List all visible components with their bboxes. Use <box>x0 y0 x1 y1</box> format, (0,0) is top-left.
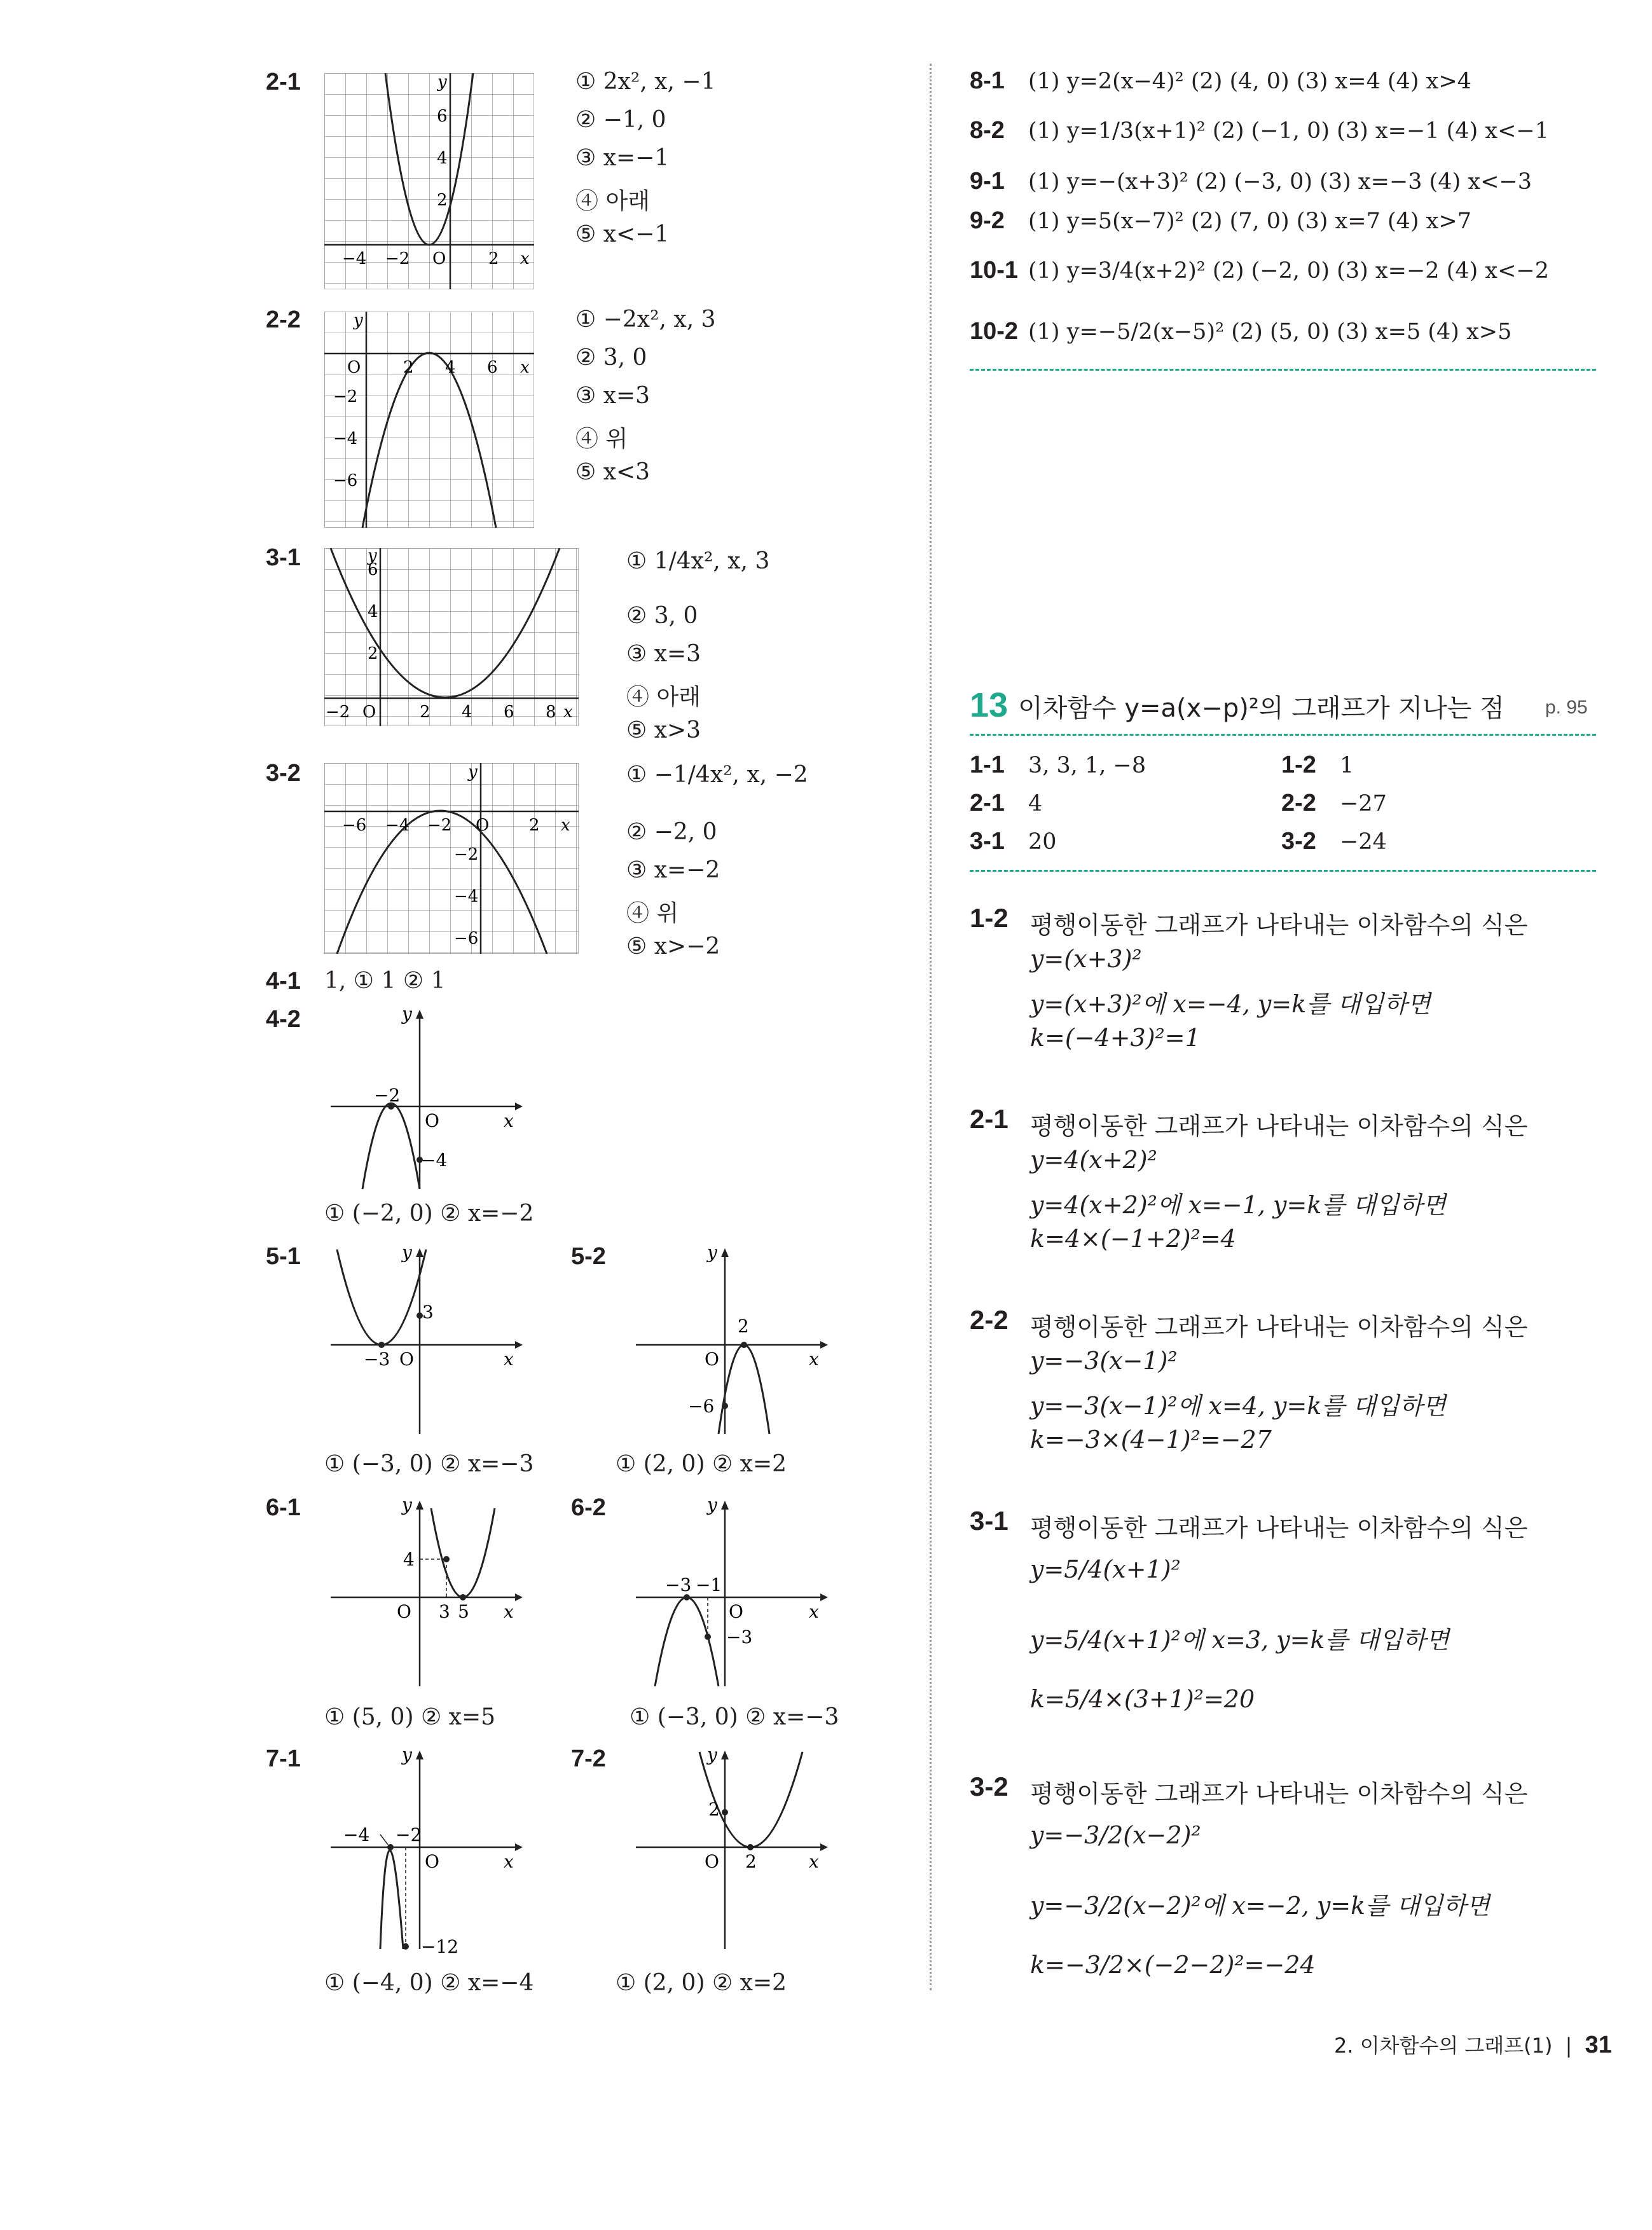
x-axis-label: x <box>504 1851 514 1872</box>
column-divider <box>930 64 932 1990</box>
y-axis-label: y <box>402 1745 412 1765</box>
graph-6-2 <box>630 1496 839 1693</box>
tick-label: 3 <box>422 1302 434 1323</box>
tick-label: −4 <box>342 249 367 268</box>
tick-label: 6 <box>487 358 498 377</box>
x-axis-label: x <box>809 1601 819 1622</box>
problem-label: 8-1 <box>970 67 1005 94</box>
table-cell: 1 <box>1340 753 1354 778</box>
problem-label: 10-1 <box>970 257 1019 284</box>
answer-item: ⑤ x<3 <box>575 459 650 485</box>
tick-label: −2 <box>396 1824 422 1845</box>
answer-row <box>970 257 1549 284</box>
x-axis-label: x <box>561 816 570 835</box>
solution-line: y=4(x+2)² <box>1030 1146 1157 1174</box>
solution-line: y=(x+3)² <box>1030 945 1142 973</box>
page-footer: 2. 이차함수의 그래프(1) | 31 <box>1334 2032 1612 2058</box>
y-axis-label: y <box>707 1243 717 1263</box>
tick-label: −4 <box>421 1150 448 1171</box>
answer-item: ④ 아래 <box>626 684 701 710</box>
x-axis-label: x <box>520 249 530 268</box>
tick-label: −2 <box>374 1085 401 1106</box>
origin-label: O <box>432 249 446 268</box>
origin-label: O <box>425 1851 439 1872</box>
answer-item: ③ x=−1 <box>575 145 670 171</box>
answer-item: ④ 위 <box>626 900 679 926</box>
solution-intro: 평행이동한 그래프가 나타내는 이차함수의 식은 <box>1030 911 1528 939</box>
tick-label: −4 <box>385 816 410 835</box>
tick-label: 2 <box>403 358 414 377</box>
tick-label: −4 <box>343 1824 370 1845</box>
table-cell: 20 <box>1028 829 1057 855</box>
y-axis-label: y <box>707 1745 717 1765</box>
tick-label: −2 <box>427 816 452 835</box>
solution-line: k=−3/2×(−2−2)²=−24 <box>1030 1951 1316 1979</box>
table-row <box>970 752 1146 779</box>
problem-label: 3-2 <box>266 760 301 787</box>
x-axis-label: x <box>520 358 530 377</box>
answer-item: ① 2x², x, −1 <box>575 69 716 95</box>
tick-label: −2 <box>454 845 479 864</box>
section-divider <box>970 369 1596 371</box>
tick-label: 4 <box>437 149 448 168</box>
origin-label: O <box>347 358 361 377</box>
solution-line: k=(−4+3)²=1 <box>1030 1024 1201 1052</box>
graph-5-1 <box>324 1243 534 1440</box>
solution-label: 2-1 <box>970 1104 1008 1134</box>
answer-item: ③ x=−2 <box>626 857 720 883</box>
tick-label: 2 <box>745 1851 757 1872</box>
origin-label: O <box>705 1349 719 1370</box>
origin-label: O <box>476 816 490 835</box>
solution-line: k=5/4×(3+1)²=20 <box>1030 1685 1255 1713</box>
answer-item: ④ 아래 <box>575 188 650 214</box>
answer-item: ⑤ x>−2 <box>626 933 720 960</box>
origin-label: O <box>397 1601 411 1622</box>
problem-label: 3-1 <box>970 828 1005 855</box>
answer-row <box>970 67 1471 95</box>
x-axis-label: x <box>809 1851 819 1872</box>
y-axis-label: y <box>468 763 478 781</box>
tick-label: 4 <box>403 1549 415 1570</box>
graph-caption: ① (2, 0) ② x=2 <box>616 1451 787 1477</box>
x-axis-label: x <box>504 1110 514 1131</box>
y-axis-label: y <box>402 1005 412 1024</box>
tick-label: −6 <box>333 471 358 490</box>
answer-text: (1) y=1/3(x+1)² (2) (−1, 0) (3) x=−1 (4) x<−1 <box>1028 118 1550 144</box>
graph-caption: ① (5, 0) ② x=5 <box>324 1704 496 1730</box>
tick-label: 2 <box>420 703 430 722</box>
solution-line: y=(x+3)²에 x=−4, y=k를 대입하면 <box>1030 990 1431 1018</box>
tick-label: 2 <box>529 816 540 835</box>
origin-label: O <box>729 1601 743 1622</box>
problem-label: 6-2 <box>571 1494 606 1521</box>
table-row <box>1281 752 1354 779</box>
answer-item: ② −2, 0 <box>626 819 717 845</box>
chapter-title: 2. 이차함수의 그래프(1) <box>1334 2034 1553 2058</box>
answer-item: ② 3, 0 <box>626 603 698 629</box>
solution-line: y=4(x+2)²에 x=−1, y=k를 대입하면 <box>1030 1191 1447 1219</box>
origin-label: O <box>399 1349 414 1370</box>
x-axis-label: x <box>563 703 573 722</box>
tick-label: 6 <box>437 107 448 126</box>
graph-caption: ① (−2, 0) ② x=−2 <box>324 1201 534 1227</box>
table-cell: −24 <box>1340 829 1387 855</box>
origin-label: O <box>705 1851 719 1872</box>
section-number: 13 <box>970 686 1008 724</box>
graph-2-1 <box>324 73 534 289</box>
x-axis-label: x <box>504 1601 514 1622</box>
solution-line: y=5/4(x+1)² <box>1030 1555 1181 1583</box>
tick-label: −6 <box>454 929 479 948</box>
solution-intro: 평행이동한 그래프가 나타내는 이차함수의 식은 <box>1030 1780 1528 1808</box>
problem-label: 7-1 <box>266 1745 301 1772</box>
graph-2-2 <box>324 312 534 528</box>
solution-line: k=4×(−1+2)²=4 <box>1030 1225 1236 1253</box>
table-cell: −27 <box>1340 791 1387 816</box>
graph-7-2 <box>630 1745 839 1955</box>
graph-7-1 <box>324 1745 534 1955</box>
tick-label: −3 <box>364 1349 390 1370</box>
page-reference: p. 95 <box>1545 697 1588 718</box>
solution-line: y=−3/2(x−2)² <box>1030 1821 1201 1849</box>
page-number: 31 <box>1585 2032 1612 2058</box>
problem-label: 2-1 <box>266 69 301 95</box>
tick-label: 4 <box>445 358 456 377</box>
tick-label: −4 <box>454 887 479 906</box>
solution-line: y=−3/2(x−2)²에 x=−2, y=k를 대입하면 <box>1030 1892 1490 1920</box>
problem-label: 2-2 <box>1281 790 1316 816</box>
graph-caption: ① (−3, 0) ② x=−3 <box>324 1451 534 1477</box>
table-row <box>970 790 1042 817</box>
graph-5-2 <box>630 1243 839 1440</box>
answer-row <box>970 117 1549 144</box>
graph-3-2 <box>324 763 579 954</box>
tick-label: 2 <box>437 191 448 210</box>
x-axis-label: x <box>809 1349 819 1370</box>
y-axis-label: y <box>368 548 377 565</box>
answer-item: ① 1/4x², x, 3 <box>626 548 770 574</box>
solution-label: 2-2 <box>970 1305 1008 1335</box>
solution-line: k=−3×(4−1)²=−27 <box>1030 1426 1272 1454</box>
answer-row <box>970 207 1471 235</box>
section-divider <box>970 870 1596 872</box>
problem-label: 3-2 <box>1281 828 1316 855</box>
graph-3-1 <box>324 548 579 726</box>
solution-intro: 평행이동한 그래프가 나타내는 이차함수의 식은 <box>1030 1514 1528 1542</box>
tick-label: −4 <box>333 429 358 448</box>
problem-label: 6-1 <box>266 1494 301 1521</box>
problem-label: 4-1 <box>266 968 301 995</box>
graph-caption: ① (−3, 0) ② x=−3 <box>630 1704 839 1730</box>
tick-label: 3 <box>439 1601 450 1622</box>
solution-intro: 평행이동한 그래프가 나타내는 이차함수의 식은 <box>1030 1112 1528 1140</box>
tick-label: 4 <box>368 602 378 621</box>
problem-label: 9-1 <box>970 168 1005 195</box>
tick-label: 4 <box>462 703 472 722</box>
table-cell: 4 <box>1028 791 1043 816</box>
table-cell: 3, 3, 1, −8 <box>1028 753 1146 778</box>
tick-label: −3 <box>665 1574 692 1595</box>
tick-label: −2 <box>326 703 350 722</box>
tick-label: 2 <box>708 1799 720 1820</box>
problem-label: 4-2 <box>266 1006 301 1033</box>
graph-caption: ① (2, 0) ② x=2 <box>616 1970 787 1996</box>
tick-label: −6 <box>688 1396 715 1417</box>
tick-label: 2 <box>488 249 499 268</box>
origin-label: O <box>425 1110 439 1131</box>
answer-row <box>970 168 1532 195</box>
answer-item: ② 3, 0 <box>575 345 647 371</box>
tick-label: −2 <box>385 249 410 268</box>
origin-label: O <box>362 703 376 722</box>
tick-label: −6 <box>342 816 367 835</box>
tick-label: 2 <box>738 1316 749 1337</box>
problem-label: 7-2 <box>571 1745 606 1772</box>
answer-row <box>970 318 1511 345</box>
table-row <box>1281 828 1387 855</box>
answer-item: ③ x=3 <box>626 641 701 667</box>
problem-label: 1-2 <box>1281 752 1316 778</box>
section-title: 이차함수 y=a(x−p)²의 그래프가 지나는 점 <box>1018 694 1504 723</box>
problem-label: 9-2 <box>970 207 1005 234</box>
problem-label: 5-1 <box>266 1243 301 1270</box>
graph-6-1 <box>324 1496 534 1693</box>
problem-label: 2-2 <box>266 306 301 333</box>
tick-label: −2 <box>333 387 358 406</box>
section-divider <box>970 734 1596 736</box>
problem-label: 3-1 <box>266 544 301 571</box>
answer-item: ② −1, 0 <box>575 107 666 133</box>
tick-label: 2 <box>368 644 378 663</box>
graph-4-2 <box>324 1005 534 1195</box>
table-row <box>970 828 1057 855</box>
tick-label: −12 <box>421 1936 459 1955</box>
answer-item: ① −1/4x², x, −2 <box>626 762 808 788</box>
answer-text: (1) y=−5/2(x−5)² (2) (5, 0) (3) x=5 (4) x>5 <box>1028 319 1512 345</box>
tick-label: −1 <box>696 1574 722 1595</box>
tick-label: 6 <box>504 703 514 722</box>
y-axis-label: y <box>402 1496 412 1515</box>
solution-line: y=−3(x−1)² <box>1030 1347 1178 1375</box>
answer-item: ⑤ x>3 <box>626 717 701 743</box>
tick-label: −3 <box>726 1627 753 1648</box>
problem-label: 5-2 <box>571 1243 606 1270</box>
answer-text: (1) y=2(x−4)² (2) (4, 0) (3) x=4 (4) x>4 <box>1028 69 1471 94</box>
solution-line: y=5/4(x+1)²에 x=3, y=k를 대입하면 <box>1030 1626 1450 1654</box>
answer-item: ① −2x², x, 3 <box>575 306 716 333</box>
tick-label: 6 <box>368 560 378 579</box>
tick-label: 8 <box>546 703 556 722</box>
answer-item: ⑤ x<−1 <box>575 221 670 247</box>
solution-label: 1-2 <box>970 903 1008 933</box>
graph-caption: ① (−4, 0) ② x=−4 <box>324 1970 534 1996</box>
solution-intro: 평행이동한 그래프가 나타내는 이차함수의 식은 <box>1030 1313 1528 1341</box>
solution-line: y=−3(x−1)²에 x=4, y=k를 대입하면 <box>1030 1392 1447 1420</box>
answer-item: ③ x=3 <box>575 383 650 409</box>
answer-item: ④ 위 <box>575 426 628 452</box>
x-axis-label: x <box>504 1349 514 1370</box>
answer-text: (1) y=−(x+3)² (2) (−3, 0) (3) x=−3 (4) x<−3 <box>1028 169 1532 195</box>
tick-label: 5 <box>458 1601 469 1622</box>
answer-text: (1) y=3/4(x+2)² (2) (−2, 0) (3) x=−2 (4) x<−2 <box>1028 258 1550 284</box>
y-axis-label: y <box>354 312 363 330</box>
problem-label: 8-2 <box>970 117 1005 144</box>
y-axis-label: y <box>707 1496 717 1515</box>
y-axis-label: y <box>437 73 447 92</box>
answer-text: 1, ① 1 ② 1 <box>324 968 446 994</box>
problem-label: 2-1 <box>970 790 1005 816</box>
solution-label: 3-1 <box>970 1506 1008 1536</box>
solution-label: 3-2 <box>970 1772 1008 1801</box>
problem-label: 1-1 <box>970 752 1005 778</box>
y-axis-label: y <box>402 1243 412 1263</box>
problem-label: 10-2 <box>970 318 1019 345</box>
table-row <box>1281 790 1387 817</box>
answer-text: (1) y=5(x−7)² (2) (7, 0) (3) x=7 (4) x>7 <box>1028 209 1471 234</box>
section-header <box>970 685 1504 725</box>
